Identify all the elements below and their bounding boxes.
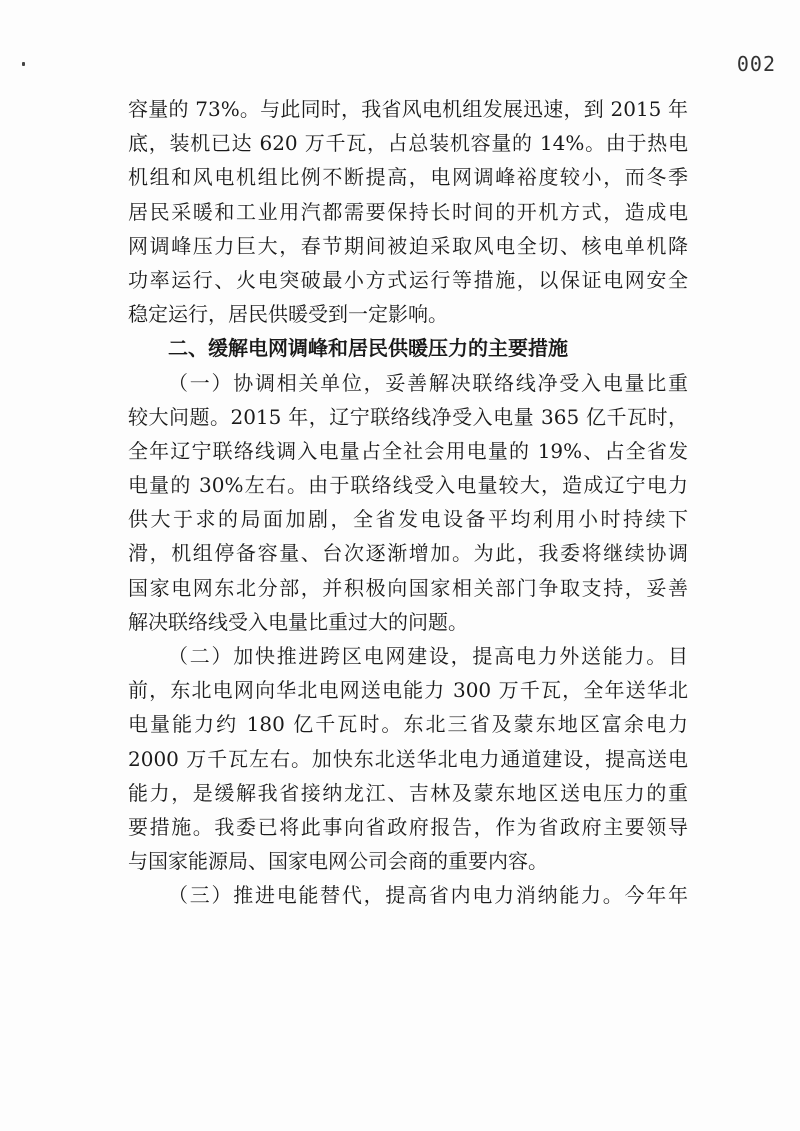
text-line: 电量能力约 180 亿千瓦时。东北三省及蒙东地区富余电力 [128,712,688,737]
scan-mark [22,62,25,66]
text-line: 解决联络线受入电量比重过大的问题。 [128,609,468,634]
text-line: 较大问题。2015 年，辽宁联络线净受入电量 365 亿千瓦时， [128,404,688,429]
body-text [128,92,688,913]
text-line: 底，装机已达 620 万千瓦，占总装机容量的 14%。由于热电 [128,131,688,156]
text-line: 2000 万千瓦左右。加快东北送华北电力通道建设，提高送电 [128,746,688,771]
text-line: 容量的 73%。与此同时，我省风电机组发展迅速，到 2015 年 [128,97,688,121]
text-line: 机组和风电机组比例不断提高，电网调峰裕度较小，而冬季 [128,165,688,190]
text-line: 电量的 30%左右。由于联络线受入电量较大，造成辽宁电力 [128,473,688,498]
text-line: 稳定运行，居民供暖受到一定影响。 [128,302,448,327]
paragraph-start-line: （三）推进电能替代，提高省内电力消纳能力。今年年 [168,883,688,908]
text-line: 滑，机组停备容量、台次逐渐增加。为此，我委将继续协调 [128,541,688,566]
section-heading: 二、缓解电网调峰和居民供暖压力的主要措施 [168,336,568,361]
text-line: 能力，是缓解我省接纳龙江、吉林及蒙东地区送电压力的重 [128,780,688,805]
text-line: 供大于求的局面加剧，全省发电设备平均利用小时持续下 [128,507,688,532]
text-line: 要措施。我委已将此事向省政府报告，作为省政府主要领导 [128,814,688,839]
text-line: 前，东北电网向华北电网送电能力 300 万千瓦，全年送华北 [128,678,688,703]
text-line: 功率运行、火电突破最小方式运行等措施，以保证电网安全 [128,267,688,292]
paragraph-start-line: （二）加快推进跨区电网建设，提高电力外送能力。目 [168,644,688,668]
page-number: 002 [736,52,776,76]
text-line: 与国家能源局、国家电网公司会商的重要内容。 [128,849,548,874]
text-line: 全年辽宁联络线调入电量占全社会用电量的 19%、占全省发 [128,438,688,463]
text-line: 国家电网东北分部，并积极向国家相关部门争取支持，妥善 [128,575,688,600]
text-line: 居民采暖和工业用汽都需要保持长时间的开机方式，造成电 [128,199,688,224]
paragraph-start-line: （一）协调相关单位，妥善解决联络线净受入电量比重 [168,370,688,395]
text-line: 网调峰压力巨大，春节期间被迫采取风电全切、核电单机降 [128,233,688,258]
